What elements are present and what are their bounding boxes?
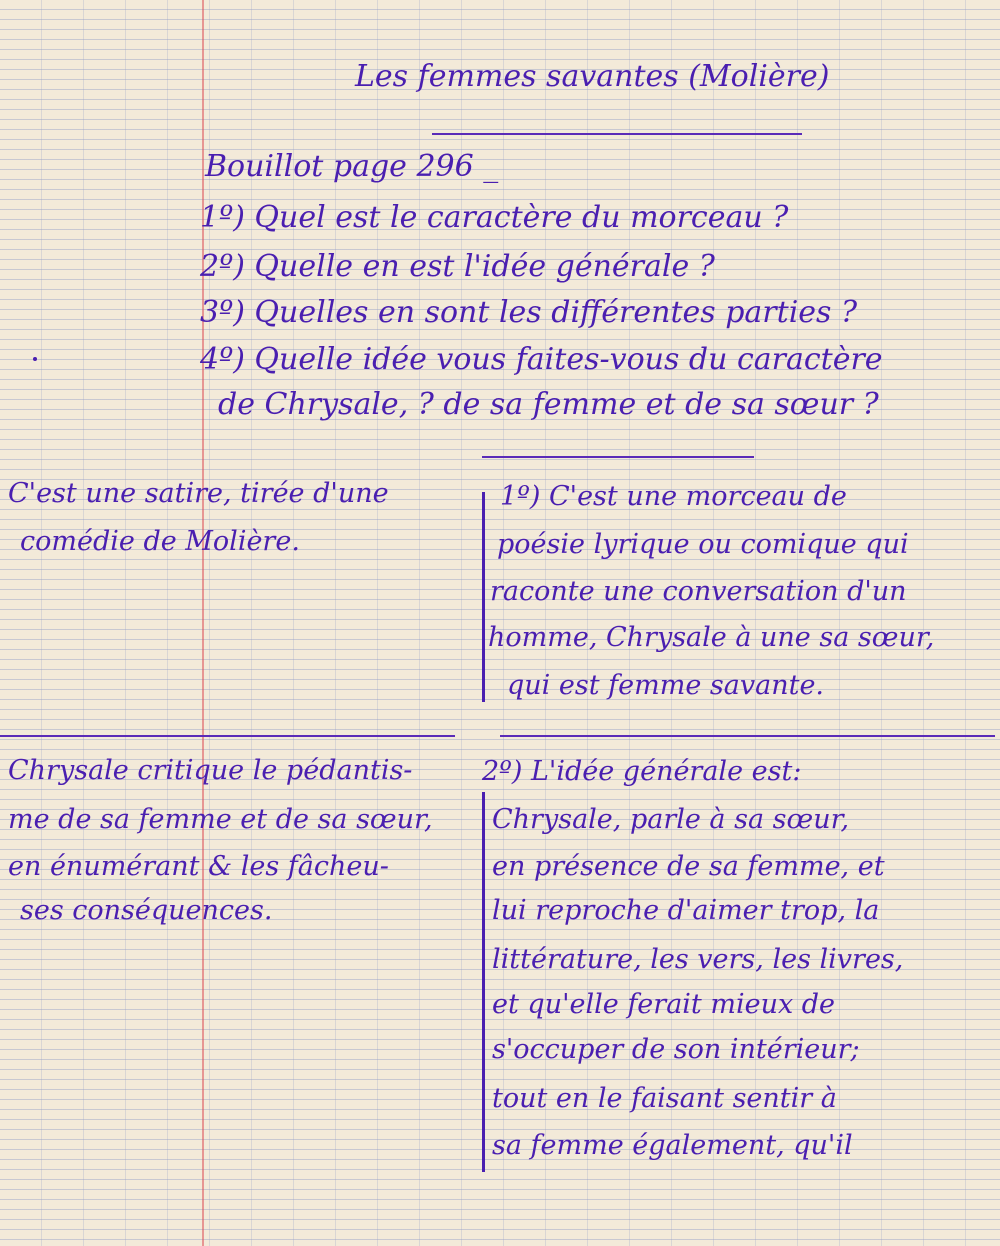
section-2-left-line: en énumérant & les fâcheu- — [8, 851, 389, 882]
section-1-left-line: comédie de Molière. — [20, 526, 300, 557]
section-2-left-line: ses conséquences. — [20, 895, 273, 926]
section-2-left-line: Chrysale critique le pédantis- — [8, 755, 413, 786]
question-4-line-2: de Chrysale, ? de sa femme et de sa sœur ? — [218, 387, 879, 422]
question-3: 3º) Quelles en sont les différentes parties ? — [200, 295, 858, 330]
ink-dot — [33, 357, 37, 361]
section-2-divider-right — [500, 735, 995, 737]
section-2-right-line: et qu'elle ferait mieux de — [492, 989, 836, 1020]
section-2-right-line: en présence de sa femme, et — [492, 851, 885, 882]
section-1-right-line: qui est femme savante. — [507, 670, 824, 701]
book-reference: Bouillot page 296 _ — [205, 149, 499, 184]
question-1: 1º) Quel est le caractère du morceau ? — [200, 200, 789, 235]
section-1-right-line: homme, Chrysale à une sa sœur, — [488, 622, 935, 653]
section-1-right-line: 1º) C'est une morceau de — [500, 481, 847, 512]
title-underline — [432, 133, 802, 135]
section-2-right-line: littérature, les vers, les livres, — [492, 944, 904, 975]
column-divider-2 — [482, 792, 485, 1172]
section-1-right-line: poésie lyrique ou comique qui — [497, 529, 909, 560]
section-1-left-line: C'est une satire, tirée d'une — [8, 478, 389, 509]
column-divider-1 — [482, 492, 485, 702]
section-2-right-line: lui reproche d'aimer trop, la — [492, 895, 880, 926]
section-2-right-line: 2º) L'idée générale est: — [482, 756, 802, 787]
section-2-right-line: sa femme également, qu'il — [492, 1130, 853, 1161]
section-2-left-line: me de sa femme et de sa sœur, — [8, 804, 433, 835]
page-title: Les femmes savantes (Molière) — [355, 59, 830, 94]
question-4-line-1: 4º) Quelle idée vous faites-vous du caractère — [200, 342, 883, 377]
section-2-right-line: tout en le faisant sentir à — [492, 1083, 837, 1114]
section-1-right-line: raconte une conversation d'un — [490, 576, 907, 607]
section-2-right-line: s'occuper de son intérieur; — [492, 1034, 860, 1065]
section-2-right-line: Chrysale, parle à sa sœur, — [492, 804, 850, 835]
section-1-divider — [482, 456, 754, 458]
section-2-divider-left — [0, 735, 455, 737]
question-2: 2º) Quelle en est l'idée générale ? — [200, 249, 715, 284]
red-margin-line — [202, 0, 204, 1246]
